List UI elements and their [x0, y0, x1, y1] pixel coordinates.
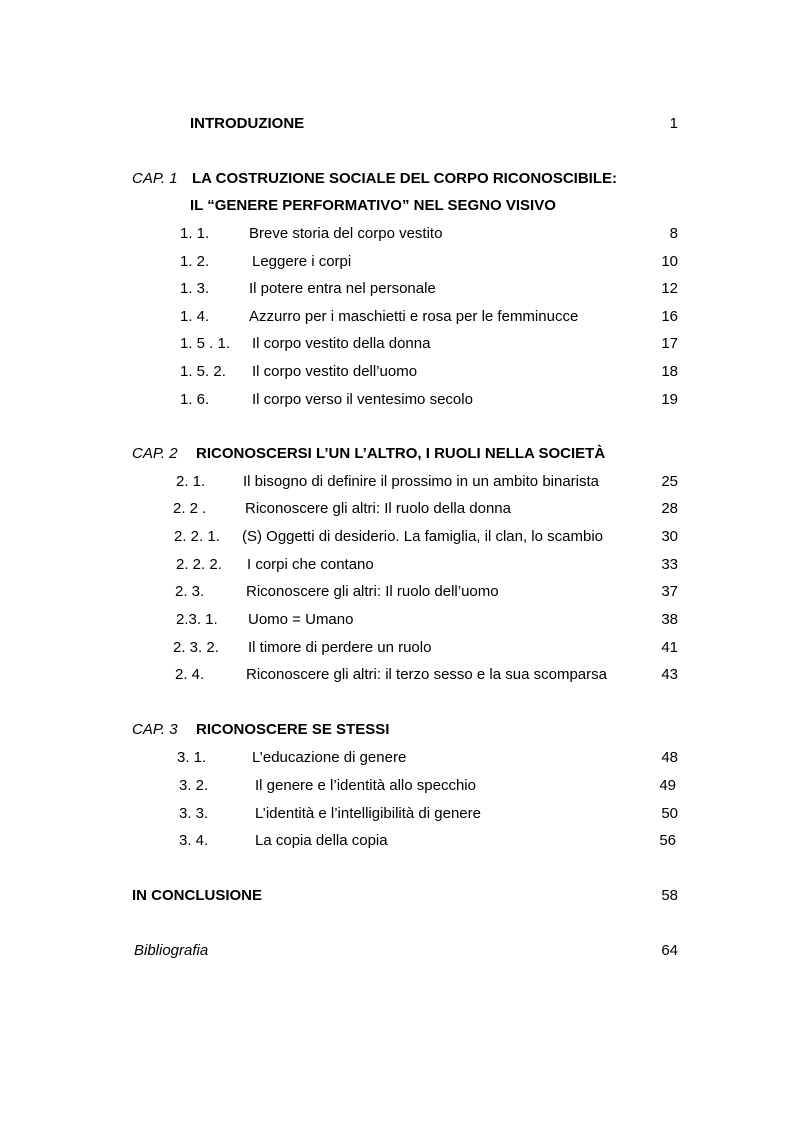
entry-title: Il timore di perdere un ruolo	[248, 639, 432, 656]
chapter-2-title: RICONOSCERSI L’UN L’ALTRO, I RUOLI NELLA SOCIETÀ	[196, 445, 606, 462]
entry-title: Leggere i corpi	[252, 253, 352, 270]
entry-page: 50	[661, 805, 678, 822]
entry-page: 28	[661, 500, 678, 517]
entry-number: 2.3. 1.	[176, 611, 218, 628]
entry-title: Il corpo verso il ventesimo secolo	[252, 391, 473, 408]
entry-title: Il corpo vestito dell’uomo	[252, 363, 418, 380]
entry-page: 49	[659, 777, 676, 794]
chapter-3-title: RICONOSCERE SE STESSI	[196, 721, 390, 738]
entry-number: 2. 4.	[175, 666, 205, 683]
entry-title: L’educazione di genere	[252, 749, 407, 766]
entry-title: Azzurro per i maschietti e rosa per le femminucce	[249, 308, 579, 325]
entry-page: 48	[661, 749, 678, 766]
entry-page: 37	[661, 583, 678, 600]
entry-number: 1. 1.	[180, 225, 210, 242]
entry-number: 1. 5 . 1.	[180, 335, 231, 352]
entry-title: L’identità e l’intelligibilità di genere	[255, 805, 481, 822]
entry-number: 2. 1.	[176, 473, 206, 490]
entry-number: 3. 3.	[179, 805, 209, 822]
entry-number: 1. 4.	[180, 308, 210, 325]
intro-page: 1	[669, 115, 678, 132]
entry-title: Riconoscere gli altri: Il ruolo della donna	[245, 500, 511, 517]
entry-page: 30	[661, 528, 678, 545]
entry-page: 41	[661, 639, 678, 656]
chapter-3-prefix: CAP. 3	[132, 721, 178, 738]
entry-number: 3. 1.	[177, 749, 207, 766]
entry-page: 25	[661, 473, 678, 490]
entry-page: 16	[661, 308, 678, 325]
chapter-2-prefix: CAP. 2	[132, 445, 178, 462]
entry-page: 38	[661, 611, 678, 628]
entry-number: 1. 2.	[180, 253, 210, 270]
entry-title: Il potere entra nel personale	[249, 280, 436, 297]
bibliography-page: 64	[661, 942, 678, 959]
entry-page: 33	[661, 556, 678, 573]
entry-title: Breve storia del corpo vestito	[249, 225, 443, 242]
entry-page: 18	[661, 363, 678, 380]
entry-title: Uomo = Umano	[248, 611, 354, 628]
entry-page: 12	[661, 280, 678, 297]
intro-label: INTRODUZIONE	[190, 115, 305, 132]
entry-page: 8	[669, 225, 678, 242]
entry-title: Riconoscere gli altri: Il ruolo dell’uomo	[246, 583, 499, 600]
entry-number: 2. 3. 2.	[173, 639, 219, 656]
entry-page: 17	[661, 335, 678, 352]
entry-page: 10	[661, 253, 678, 270]
entry-title: Il genere e l’identità allo specchio	[255, 777, 476, 794]
chapter-1-subtitle: IL “GENERE PERFORMATIVO” NEL SEGNO VISIVO	[190, 197, 556, 214]
entry-number: 1. 6.	[180, 391, 210, 408]
entry-page: 56	[659, 832, 676, 849]
entry-number: 2. 2. 2.	[176, 556, 222, 573]
bibliography-label: Bibliografia	[134, 942, 209, 959]
entry-number: 2. 3.	[175, 583, 205, 600]
conclusion-label: IN CONCLUSIONE	[132, 887, 263, 904]
entry-number: 3. 2.	[179, 777, 209, 794]
entry-title: Il corpo vestito della donna	[252, 335, 431, 352]
entry-page: 19	[661, 391, 678, 408]
entry-page: 43	[661, 666, 678, 683]
entry-number: 3. 4.	[179, 832, 209, 849]
entry-number: 2. 2. 1.	[174, 528, 220, 545]
entry-number: 1. 3.	[180, 280, 210, 297]
chapter-1-prefix: CAP. 1	[132, 170, 178, 187]
entry-title: (S) Oggetti di desiderio. La famiglia, il clan, lo scambio	[242, 528, 603, 545]
conclusion-page: 58	[661, 887, 678, 904]
entry-title: La copia della copia	[255, 832, 388, 849]
entry-title: Riconoscere gli altri: il terzo sesso e la sua scomparsa	[246, 666, 607, 683]
chapter-1-title: LA COSTRUZIONE SOCIALE DEL CORPO RICONOSCIBILE:	[192, 170, 618, 187]
entry-title: I corpi che contano	[247, 556, 374, 573]
entry-number: 1. 5. 2.	[180, 363, 226, 380]
entry-title: Il bisogno di definire il prossimo in un ambito binarista	[243, 473, 600, 490]
entry-number: 2. 2 .	[173, 500, 207, 517]
